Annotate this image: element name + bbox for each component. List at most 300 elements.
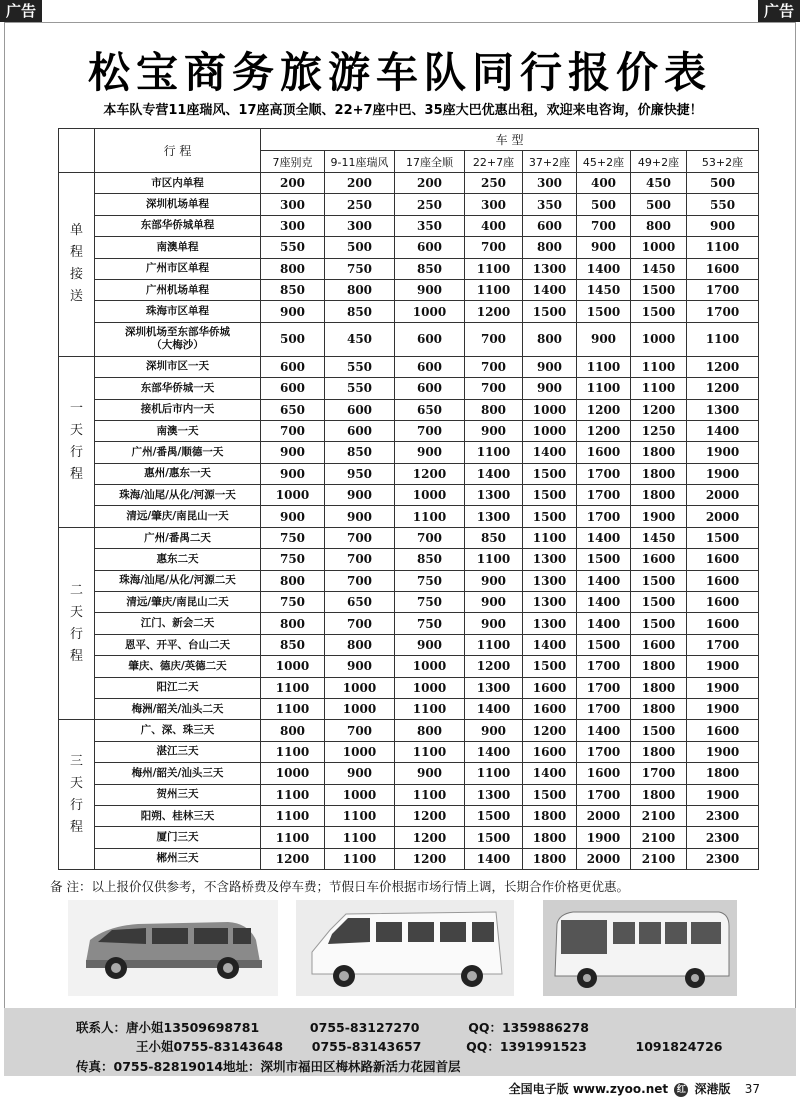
price-cell: 1000 [631, 322, 687, 356]
vehicle-type-header: 9-11座瑞风 [325, 151, 395, 173]
price-cell: 1400 [577, 592, 631, 613]
price-cell: 1100 [465, 258, 523, 279]
price-cell: 1100 [465, 763, 523, 784]
price-cell: 900 [523, 378, 577, 399]
price-cell: 800 [325, 634, 395, 655]
price-cell: 1400 [465, 463, 523, 484]
price-cell: 850 [395, 258, 465, 279]
route-cell [95, 570, 261, 591]
price-cell: 700 [465, 378, 523, 399]
price-cell: 1300 [465, 677, 523, 698]
price-cell: 1700 [631, 763, 687, 784]
contact-line-1 [76, 1018, 589, 1036]
group-label [59, 527, 95, 720]
price-cell: 1200 [687, 378, 759, 399]
price-cell: 1000 [395, 301, 465, 322]
price-cell: 650 [261, 399, 325, 420]
route-name: 阳江二天 [156, 681, 199, 694]
price-cell: 200 [261, 173, 325, 194]
price-cell: 1800 [631, 485, 687, 506]
route-name: 珠海/汕尾/从化/河源二天 [119, 574, 236, 587]
price-cell: 900 [465, 613, 523, 634]
price-cell: 1000 [395, 656, 465, 677]
route-cell [95, 237, 261, 258]
price-cell: 1800 [523, 827, 577, 848]
group-label [59, 720, 95, 870]
price-cell: 800 [261, 720, 325, 741]
group-label [59, 173, 95, 357]
price-cell: 600 [523, 215, 577, 236]
price-cell: 1000 [523, 399, 577, 420]
price-cell: 700 [325, 613, 395, 634]
price-cell: 1900 [687, 442, 759, 463]
price-cell: 1250 [631, 420, 687, 441]
price-cell: 1000 [325, 741, 395, 762]
price-cell: 1400 [523, 763, 577, 784]
price-table [58, 128, 759, 870]
price-cell: 1400 [523, 634, 577, 655]
price-cell: 2000 [577, 805, 631, 826]
route-cell [95, 784, 261, 805]
price-cell: 800 [325, 279, 395, 300]
price-cell: 900 [395, 442, 465, 463]
table-row [59, 805, 759, 826]
price-cell: 600 [261, 378, 325, 399]
price-cell: 2000 [687, 506, 759, 527]
price-cell: 900 [465, 570, 523, 591]
price-cell: 850 [261, 279, 325, 300]
route-cell [95, 485, 261, 506]
price-cell: 900 [261, 301, 325, 322]
price-cell: 800 [523, 322, 577, 356]
price-cell: 1600 [577, 442, 631, 463]
price-cell: 1900 [687, 463, 759, 484]
price-cell: 400 [577, 173, 631, 194]
price-cell: 1700 [577, 677, 631, 698]
contact-phone-2: 0755-83143657 [311, 1039, 422, 1054]
price-cell: 1400 [523, 279, 577, 300]
price-cell: 700 [465, 322, 523, 356]
group-label-text: 三天行程 [69, 753, 83, 835]
price-cell: 1900 [687, 656, 759, 677]
price-cell: 1400 [577, 258, 631, 279]
route-name: 珠海市区单程 [146, 305, 209, 318]
price-cell: 1200 [395, 827, 465, 848]
route-name: 广州机场单程 [146, 283, 209, 296]
price-cell: 300 [261, 194, 325, 215]
price-cell: 1500 [465, 827, 523, 848]
price-cell: 1600 [687, 570, 759, 591]
price-cell: 950 [325, 463, 395, 484]
route-cell [95, 827, 261, 848]
price-cell: 1700 [577, 741, 631, 762]
price-cell: 750 [395, 592, 465, 613]
route-cell [95, 763, 261, 784]
price-cell: 1700 [687, 634, 759, 655]
price-cell: 2100 [631, 848, 687, 869]
table-row [59, 784, 759, 805]
price-cell: 200 [395, 173, 465, 194]
price-cell: 1900 [631, 506, 687, 527]
page-title: 松宝商务旅游车队同行报价表 [87, 48, 712, 97]
price-cell: 1800 [631, 656, 687, 677]
price-cell: 400 [465, 215, 523, 236]
price-cell: 600 [395, 356, 465, 377]
price-cell: 2300 [687, 848, 759, 869]
table-row [59, 656, 759, 677]
contact-panel [4, 1008, 796, 1076]
price-cell: 1800 [687, 763, 759, 784]
price-cell: 700 [465, 237, 523, 258]
price-cell: 1200 [465, 301, 523, 322]
price-cell: 350 [395, 215, 465, 236]
price-cell: 700 [395, 527, 465, 548]
price-cell: 1800 [631, 741, 687, 762]
price-cell: 1500 [631, 570, 687, 591]
price-cell: 850 [261, 634, 325, 655]
corner-cell [59, 129, 95, 173]
price-cell: 650 [325, 592, 395, 613]
price-cell: 1000 [261, 763, 325, 784]
footnote: 备 注：以上报价仅供参考，不含路桥费及停车费；节假日车价根据市场行情上调，长期合作价格更优惠。 [50, 879, 629, 894]
price-cell: 750 [261, 592, 325, 613]
price-cell: 1100 [465, 279, 523, 300]
vehicle-type-header: 17座全顺 [395, 151, 465, 173]
price-cell: 1300 [523, 549, 577, 570]
table-row [59, 549, 759, 570]
price-cell: 1100 [261, 698, 325, 719]
route-cell [95, 215, 261, 236]
price-cell: 1400 [577, 527, 631, 548]
price-cell: 1700 [687, 279, 759, 300]
price-cell: 850 [325, 442, 395, 463]
price-cell: 1200 [631, 399, 687, 420]
price-cell: 1800 [631, 784, 687, 805]
price-cell: 1500 [631, 613, 687, 634]
price-cell: 900 [261, 506, 325, 527]
route-cell [95, 656, 261, 677]
price-cell: 600 [261, 356, 325, 377]
price-cell: 900 [395, 279, 465, 300]
price-cell: 300 [523, 173, 577, 194]
price-cell: 1100 [395, 698, 465, 719]
price-cell: 1700 [577, 506, 631, 527]
table-row [59, 506, 759, 527]
price-cell: 1000 [261, 656, 325, 677]
price-cell: 1300 [465, 485, 523, 506]
price-cell: 450 [325, 322, 395, 356]
price-cell: 1400 [577, 720, 631, 741]
price-cell: 1300 [523, 570, 577, 591]
vehicle-header: 车 型 [261, 129, 759, 151]
price-cell: 300 [465, 194, 523, 215]
price-cell: 700 [261, 420, 325, 441]
price-cell: 900 [325, 656, 395, 677]
price-cell: 2100 [631, 805, 687, 826]
group-label-text: 二天行程 [69, 582, 83, 664]
route-cell [95, 399, 261, 420]
price-cell: 1450 [577, 279, 631, 300]
minibus-photo [543, 900, 737, 996]
contact-qq-2: QQ：1391991523 [466, 1039, 587, 1054]
route-cell [95, 613, 261, 634]
price-cell: 1600 [687, 613, 759, 634]
route-name: 厦门三天 [156, 831, 199, 844]
price-cell: 1400 [577, 613, 631, 634]
price-cell: 1800 [631, 698, 687, 719]
price-cell: 1600 [687, 549, 759, 570]
price-cell: 1400 [687, 420, 759, 441]
price-cell: 800 [395, 720, 465, 741]
price-cell: 250 [395, 194, 465, 215]
price-cell: 1900 [687, 698, 759, 719]
price-cell: 1400 [577, 570, 631, 591]
price-cell: 1600 [687, 720, 759, 741]
price-cell: 550 [325, 378, 395, 399]
price-cell: 1800 [523, 848, 577, 869]
price-cell: 500 [631, 194, 687, 215]
vehicle-type-header: 7座别克 [261, 151, 325, 173]
price-cell: 900 [261, 463, 325, 484]
contact-qq-3: 1091824726 [635, 1039, 723, 1054]
price-cell: 300 [325, 215, 395, 236]
price-cell: 1100 [261, 741, 325, 762]
group-label-text: 一天行程 [69, 400, 83, 482]
route-name: 阳朔、桂林三天 [140, 809, 215, 822]
price-cell: 1300 [523, 592, 577, 613]
table-row [59, 848, 759, 869]
table-row [59, 592, 759, 613]
price-cell: 1500 [687, 527, 759, 548]
high-roof-van-photo [296, 900, 514, 996]
price-cell: 1500 [631, 301, 687, 322]
price-cell: 1000 [325, 698, 395, 719]
price-cell: 900 [577, 237, 631, 258]
price-cell: 1200 [261, 848, 325, 869]
route-name: 清远/肇庆/南昆山二天 [126, 595, 229, 608]
table-row [59, 485, 759, 506]
price-cell: 900 [465, 592, 523, 613]
price-cell: 1100 [261, 805, 325, 826]
price-cell: 1700 [577, 656, 631, 677]
route-cell [95, 463, 261, 484]
price-cell: 1500 [465, 805, 523, 826]
price-cell: 450 [631, 173, 687, 194]
route-name: 广州市区单程 [146, 262, 209, 275]
price-cell: 1450 [631, 527, 687, 548]
route-name: 肇庆、德庆/英德二天 [128, 659, 227, 672]
price-cell: 200 [325, 173, 395, 194]
vehicle-type-header: 49+2座 [631, 151, 687, 173]
price-cell: 1500 [577, 634, 631, 655]
price-cell: 300 [261, 215, 325, 236]
price-cell: 1100 [395, 506, 465, 527]
table-row [59, 613, 759, 634]
price-cell: 1500 [631, 592, 687, 613]
route-cell [95, 720, 261, 741]
table-row [59, 215, 759, 236]
table-row [59, 301, 759, 322]
table-row [59, 173, 759, 194]
table-row [59, 698, 759, 719]
price-cell: 1000 [395, 485, 465, 506]
price-cell: 1100 [465, 549, 523, 570]
vehicle-type-header: 37+2座 [523, 151, 577, 173]
route-cell [95, 527, 261, 548]
price-cell: 700 [325, 527, 395, 548]
route-name: 东部华侨城单程 [140, 219, 215, 232]
price-cell: 1100 [465, 634, 523, 655]
price-cell: 1100 [465, 442, 523, 463]
price-cell: 2300 [687, 805, 759, 826]
price-cell: 700 [325, 549, 395, 570]
price-cell: 1700 [577, 784, 631, 805]
route-name: 惠州/惠东一天 [144, 467, 211, 480]
page-footer [509, 1080, 760, 1097]
route-name: 郴州三天 [156, 852, 199, 865]
table-row [59, 194, 759, 215]
route-name: 梅洲/韶关/汕头二天 [131, 702, 224, 715]
price-cell: 800 [631, 215, 687, 236]
price-cell: 1500 [631, 279, 687, 300]
vehicle-type-header: 53+2座 [687, 151, 759, 173]
table-row [59, 399, 759, 420]
route-name: 南澳单程 [156, 240, 199, 253]
route-name-extra: （大梅沙） [151, 339, 204, 352]
route-name: 清远/肇庆/南昆山一天 [126, 510, 229, 523]
price-cell: 1000 [631, 237, 687, 258]
route-name: 南澳一天 [156, 424, 199, 437]
route-cell [95, 356, 261, 377]
price-cell: 500 [577, 194, 631, 215]
price-cell: 1000 [325, 784, 395, 805]
price-cell: 500 [325, 237, 395, 258]
table-row [59, 463, 759, 484]
route-name: 深圳机场单程 [146, 198, 209, 211]
table-row [59, 527, 759, 548]
price-cell: 1000 [261, 485, 325, 506]
price-cell: 1700 [577, 463, 631, 484]
price-cell: 1100 [325, 848, 395, 869]
price-cell: 850 [325, 301, 395, 322]
contact-person-1: 唐小姐13509698781 [126, 1020, 260, 1035]
price-cell: 1400 [523, 442, 577, 463]
price-cell: 1300 [523, 258, 577, 279]
price-cell: 1900 [687, 677, 759, 698]
route-cell [95, 173, 261, 194]
price-cell: 1450 [631, 258, 687, 279]
price-cell: 1200 [395, 805, 465, 826]
route-cell [95, 805, 261, 826]
price-cell: 900 [325, 763, 395, 784]
regional-edition: 深港版 [694, 1082, 731, 1096]
price-cell: 700 [465, 356, 523, 377]
price-cell: 1700 [687, 301, 759, 322]
table-row [59, 677, 759, 698]
table-row [59, 570, 759, 591]
price-cell: 600 [395, 322, 465, 356]
publication-logo-icon: 红 [674, 1083, 688, 1097]
minivan-photo [68, 900, 278, 996]
price-cell: 1400 [465, 848, 523, 869]
price-cell: 750 [395, 570, 465, 591]
price-cell: 1100 [577, 378, 631, 399]
price-cell: 750 [261, 549, 325, 570]
route-cell [95, 592, 261, 613]
price-cell: 750 [395, 613, 465, 634]
contact-person-2: 王小姐0755-83143648 [136, 1039, 284, 1054]
price-cell: 900 [577, 322, 631, 356]
price-cell: 550 [687, 194, 759, 215]
price-cell: 900 [687, 215, 759, 236]
price-cell: 1300 [465, 784, 523, 805]
price-cell: 850 [395, 549, 465, 570]
price-cell: 1200 [577, 420, 631, 441]
route-cell [95, 442, 261, 463]
vehicle-type-header: 45+2座 [577, 151, 631, 173]
price-cell: 800 [465, 399, 523, 420]
price-cell: 1600 [631, 549, 687, 570]
price-cell: 1000 [325, 677, 395, 698]
price-cell: 1200 [523, 720, 577, 741]
price-cell: 900 [261, 442, 325, 463]
page-number: 37 [744, 1082, 760, 1096]
price-cell: 900 [395, 634, 465, 655]
price-cell: 1300 [687, 399, 759, 420]
price-cell: 550 [325, 356, 395, 377]
edition-label: 全国电子版 www.zyoo.net [508, 1082, 669, 1096]
price-cell: 1100 [261, 827, 325, 848]
price-cell: 1100 [523, 527, 577, 548]
price-cell: 1700 [577, 698, 631, 719]
table-row [59, 827, 759, 848]
route-name: 广、深、珠三天 [140, 724, 215, 737]
route-cell [95, 258, 261, 279]
price-cell: 1900 [687, 741, 759, 762]
table-row [59, 741, 759, 762]
contact-qq-1: QQ：1359886278 [468, 1020, 589, 1035]
price-cell: 650 [395, 399, 465, 420]
price-cell: 1900 [687, 784, 759, 805]
route-name: 江门、新会二天 [140, 617, 215, 630]
price-cell: 1200 [577, 399, 631, 420]
price-cell: 1000 [523, 420, 577, 441]
route-cell [95, 741, 261, 762]
price-cell: 1800 [523, 805, 577, 826]
price-cell: 750 [261, 527, 325, 548]
price-cell: 1600 [523, 741, 577, 762]
table-row [59, 420, 759, 441]
route-cell [95, 848, 261, 869]
price-cell: 700 [325, 720, 395, 741]
price-cell: 1800 [631, 677, 687, 698]
route-name: 深圳市区一天 [146, 360, 209, 373]
route-cell [95, 322, 261, 356]
price-cell: 1500 [523, 463, 577, 484]
table-row [59, 720, 759, 741]
route-header: 行 程 [95, 129, 261, 173]
price-cell: 500 [687, 173, 759, 194]
price-cell: 500 [261, 322, 325, 356]
vehicle-type-header: 22+7座 [465, 151, 523, 173]
price-cell: 1700 [577, 485, 631, 506]
price-cell: 1500 [523, 301, 577, 322]
route-name: 梅州/韶关/汕头三天 [131, 766, 224, 779]
price-cell: 1600 [523, 677, 577, 698]
price-cell: 900 [523, 356, 577, 377]
route-cell [95, 420, 261, 441]
price-cell: 700 [577, 215, 631, 236]
